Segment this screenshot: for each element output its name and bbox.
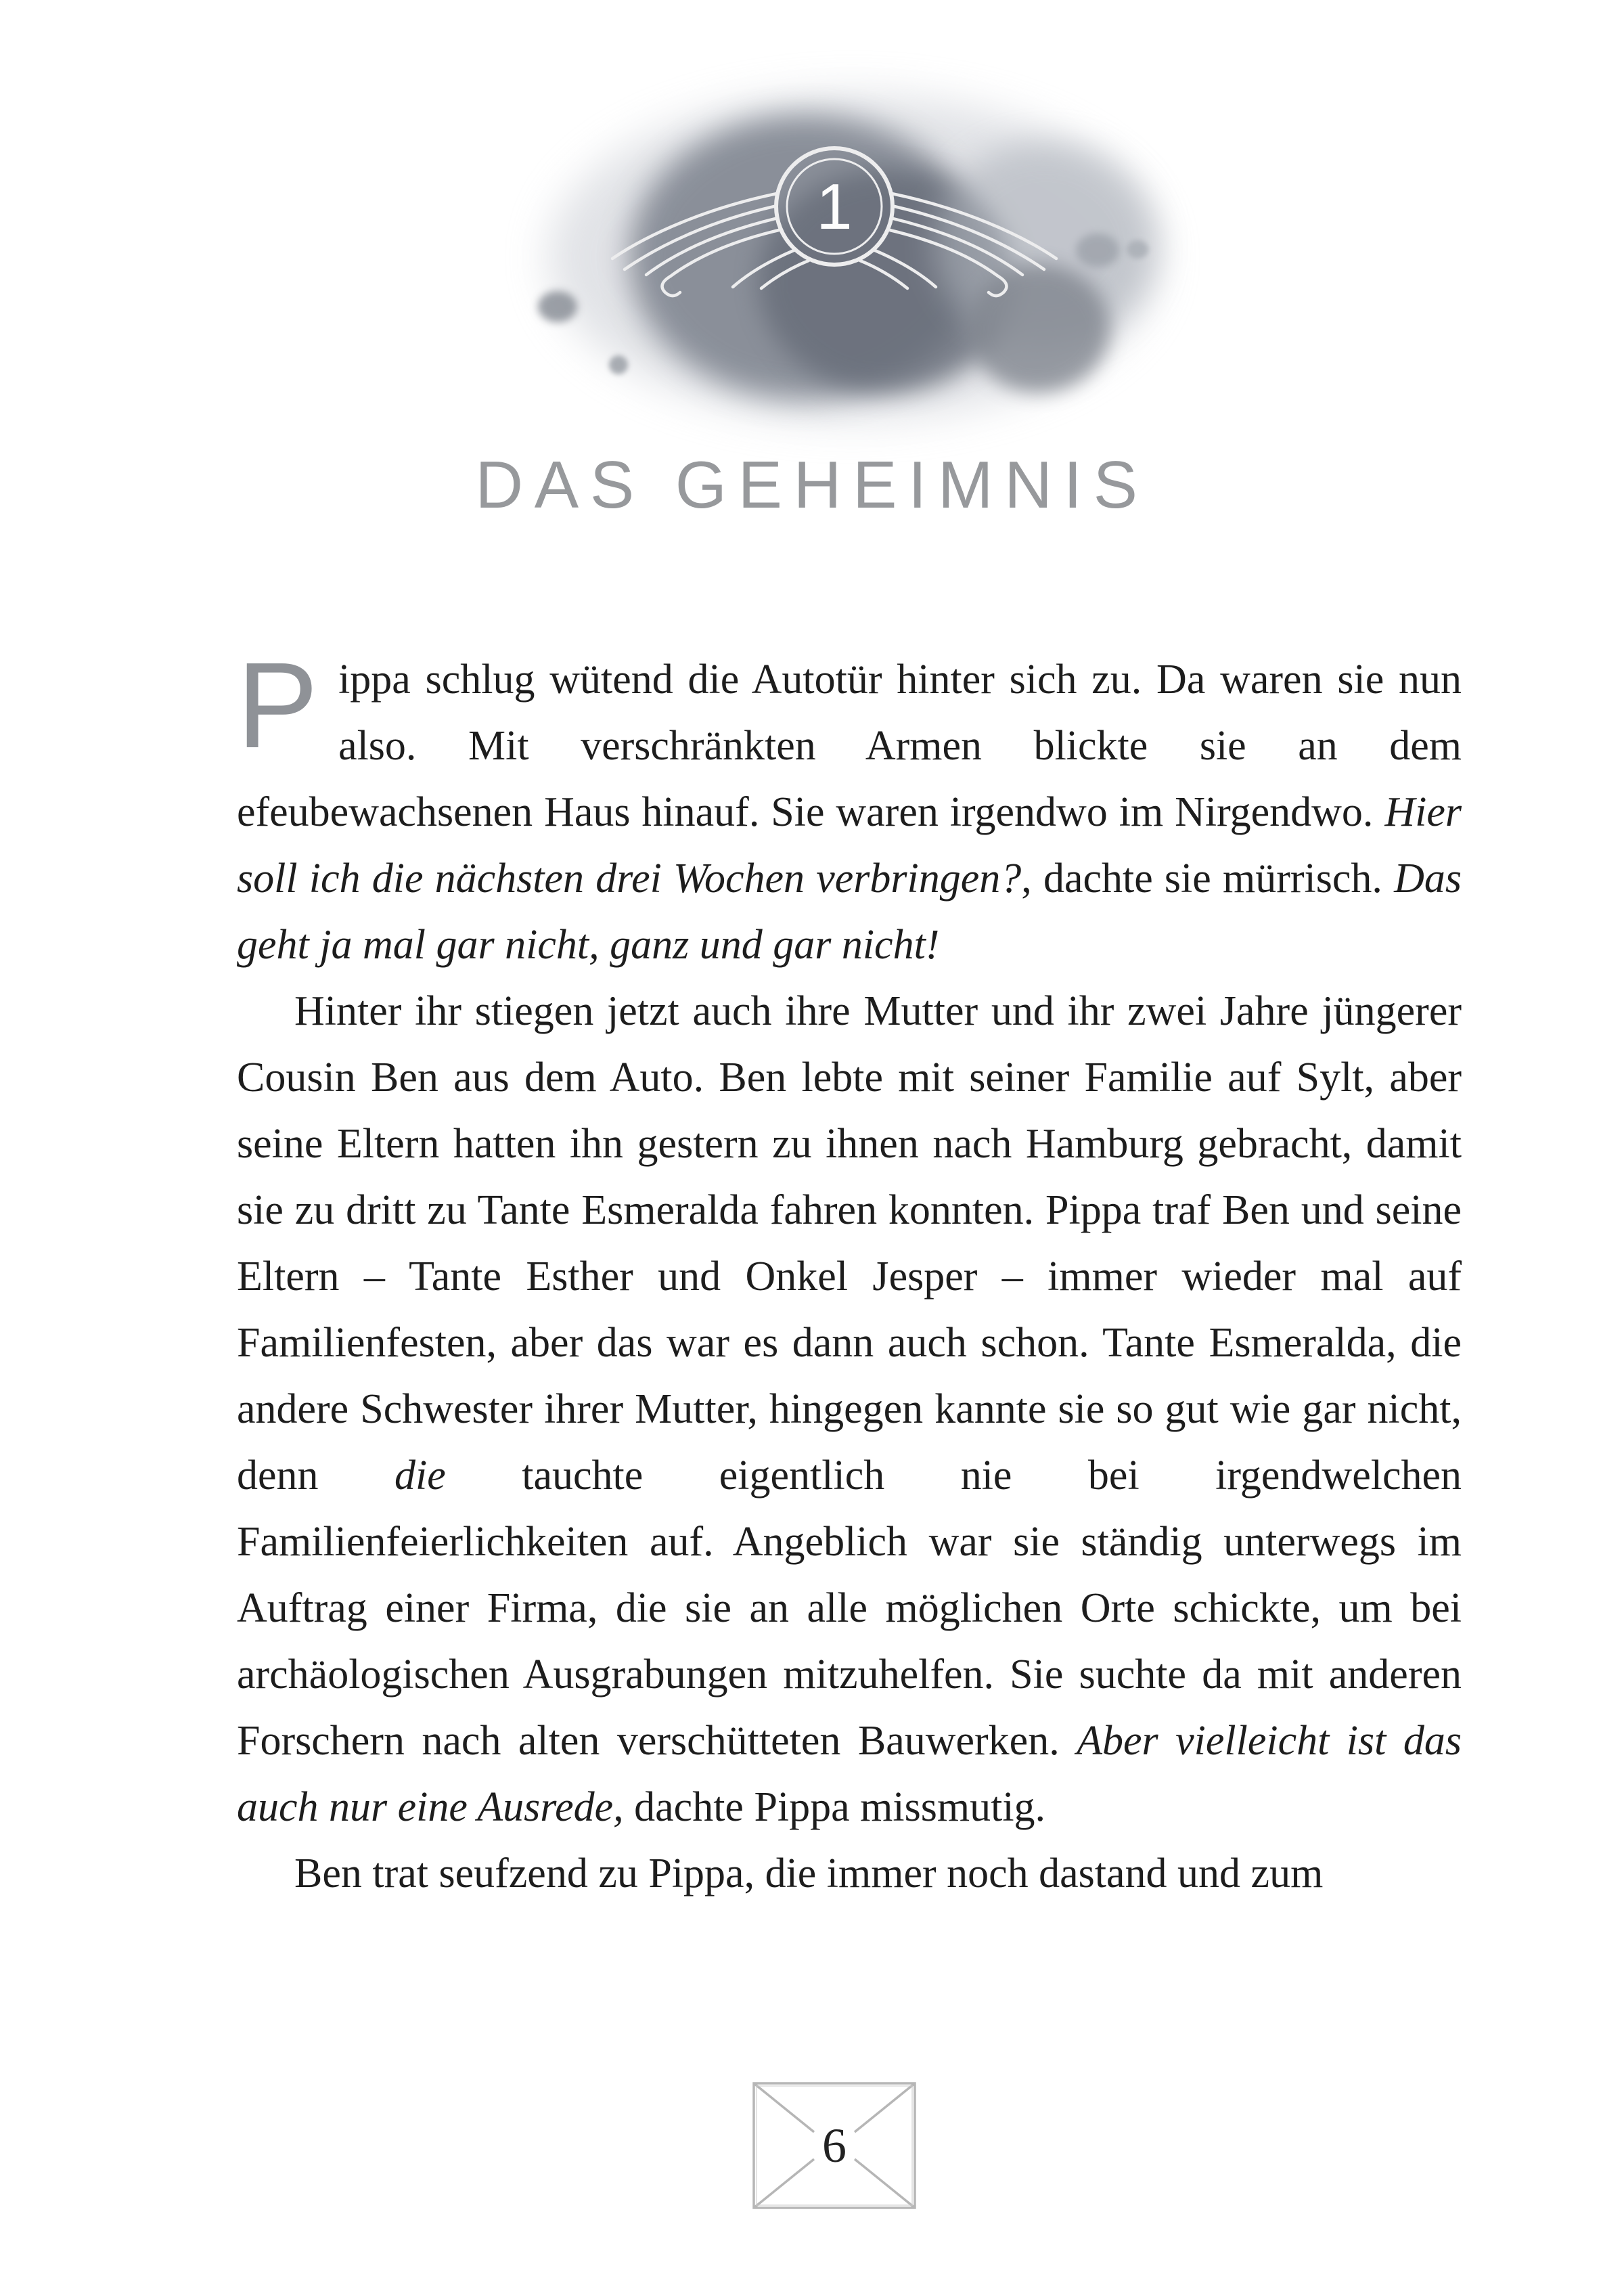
watercolor-dot [609,355,628,374]
text-segment-italic: Hier soll ich die nächsten drei Wochen verbringen? [237,789,1462,902]
paragraph [237,1840,1462,1907]
watercolor-splash [0,0,1624,514]
text-segment-italic: Aber vielleicht ist das auch nur eine Ausrede, [237,1718,1462,1830]
text-segment-italic: die [394,1452,446,1499]
text-segment: dachte Pippa missmutig. [623,1784,1046,1830]
text-segment: tauchte eigentlich nie bei irgendwelchen Familienfeierlichkeiten auf. Angeblich war sie ständig unterwegs im Auftrag einer Firma, die sie an alle möglichen Orte schickte, um bei archäologischen Ausgrabungen mitzuhelfen. Sie suchte da mit anderen Forschern nach alten verschütteten Bauwerken. [237,1452,1462,1764]
body-text [237,638,1462,1907]
drop-cap: P [237,638,319,774]
winged-circle-chapter-badge-icon [597,88,1071,332]
watercolor-dot [1127,240,1148,259]
page-number: 6 [822,2118,847,2173]
text-segment: ippa schlug wütend die Autotür hinter sich zu. Da waren sie nun also. Mit verschränkten Armen blickte sie an dem efeubewachsenen Haus hinauf. Sie waren irgendwo im Nirgendwo. [237,657,1462,835]
text-segment: Hinter ihr stiegen jetzt auch ihre Mutter und ihr zwei Jahre jüngerer Cousin Ben aus dem Auto. Ben lebte mit seiner Familie auf Sylt, aber seine Eltern hatten ihn gestern zu ihnen nach Hamburg gebracht, damit sie zu dritt zu Tante Esmeralda fahren konnten. Pippa traf Ben und seine Eltern – Tante Esther und Onkel Jesper – immer wieder mal auf Familienfesten, aber das war es dann auch schon. Tante Esmeralda, die andere Schwester ihrer Mutter, hingegen kannte sie so gut wie gar nicht, denn [237,988,1462,1499]
page-number-frame [750,2079,919,2212]
watercolor-dot [538,291,577,322]
chapter-title: DAS GEHEIMNIS [475,447,1149,522]
text-segment: Ben trat seufzend zu Pippa, die immer noch dastand und zum [294,1850,1324,1896]
watercolor-dot [1076,234,1119,267]
paragraph [237,978,1462,1840]
paragraph [237,638,1462,978]
text-segment: , dachte sie mürrisch. [1021,856,1395,902]
text-segment-italic: Das geht ja mal gar nicht, ganz und gar nicht! [237,856,1462,968]
chapter-number: 1 [816,171,853,243]
